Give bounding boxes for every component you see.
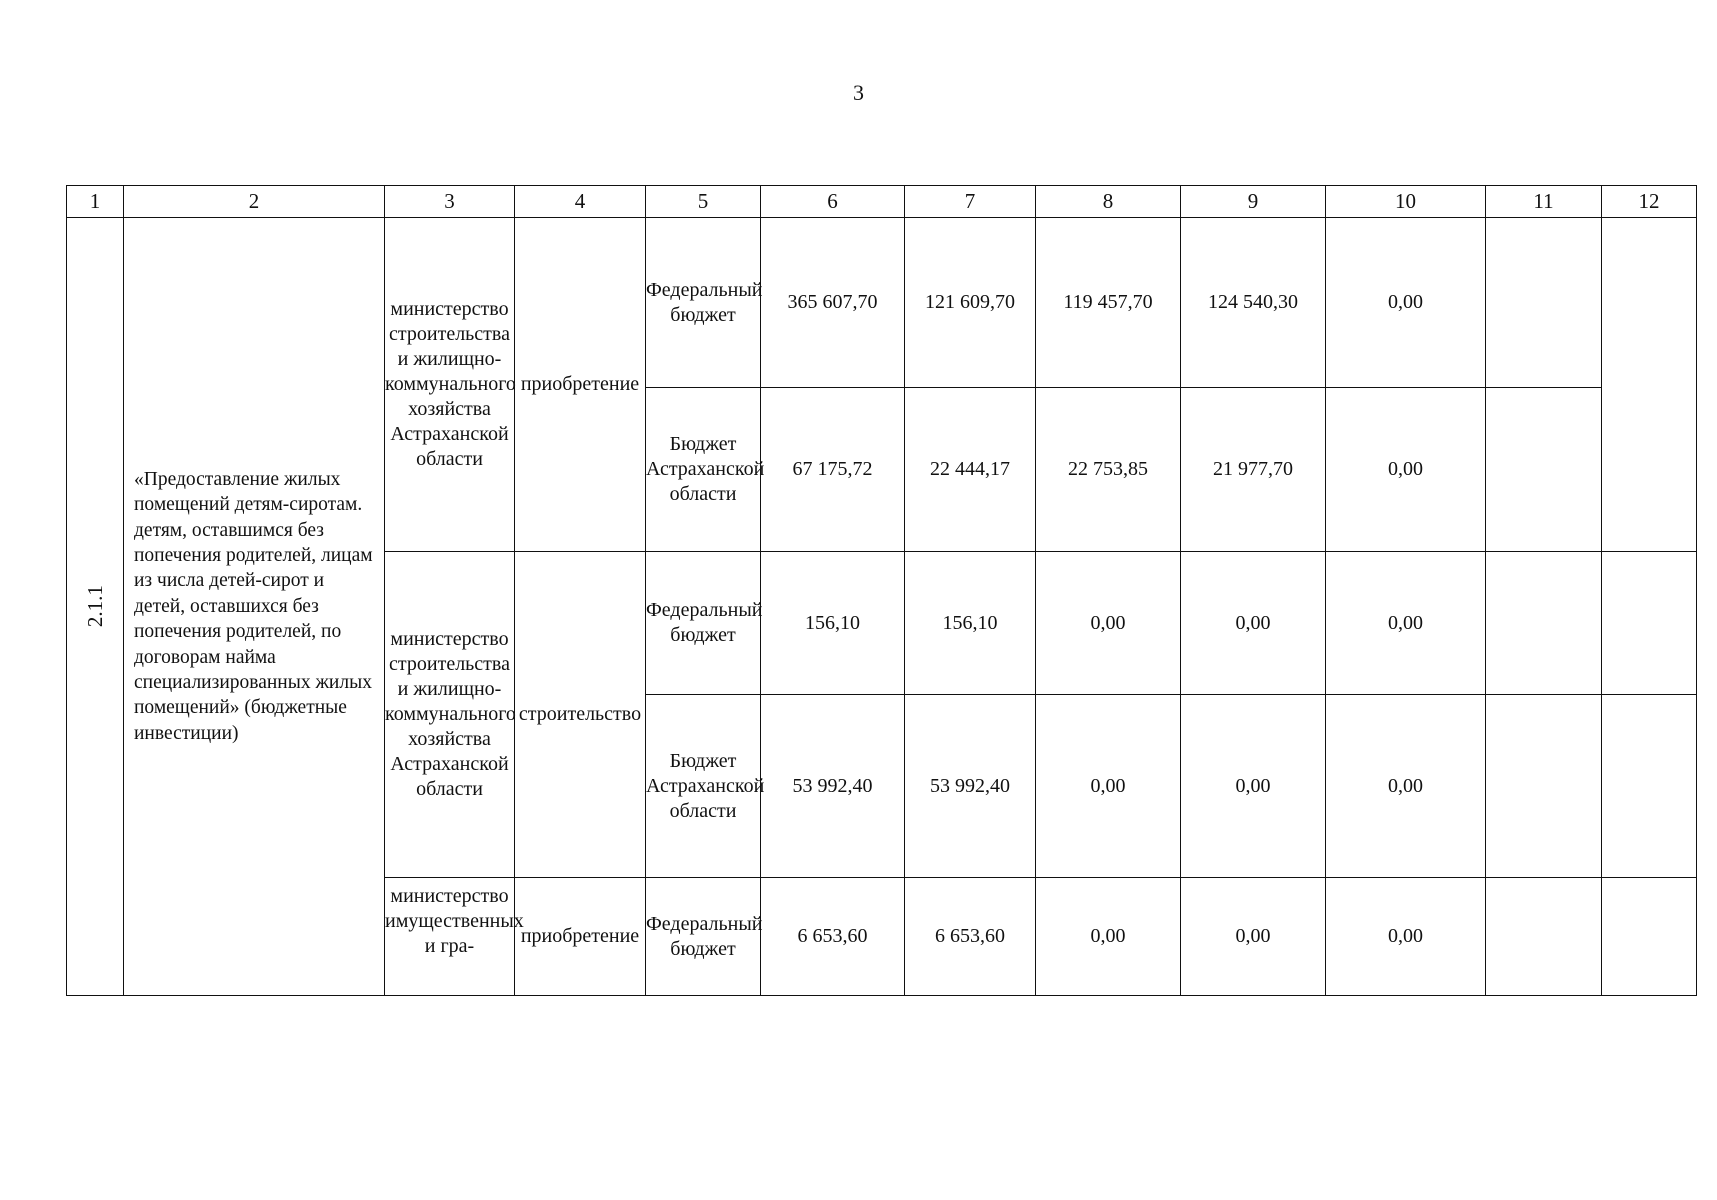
column-header: 5 [646,186,761,218]
column-header: 8 [1036,186,1181,218]
value-cell: 156,10 [905,552,1036,695]
value-cell: 0,00 [1181,552,1326,695]
value-cell: 0,00 [1036,695,1181,878]
value-cell: 22 753,85 [1036,388,1181,552]
column-header: 6 [761,186,905,218]
value-cell: 53 992,40 [761,695,905,878]
value-cell: 121 609,70 [905,218,1036,388]
table-row [67,218,1697,388]
value-cell: 0,00 [1181,878,1326,996]
empty-cell [1486,218,1602,388]
empty-cell [1486,388,1602,552]
value-cell: 0,00 [1036,552,1181,695]
empty-cell [1602,218,1697,552]
header-row [67,186,1697,218]
kind-cell: приобретение [515,878,646,996]
empty-cell [1486,695,1602,878]
source-cell: Бюджет Астраханской области [646,695,761,878]
kind-cell: строительство [515,552,646,878]
empty-cell [1486,878,1602,996]
source-cell: Федеральный бюджет [646,218,761,388]
value-cell: 53 992,40 [905,695,1036,878]
executor-cell: министерство имущественных и гра- [385,878,515,996]
page-number: 3 [853,80,864,105]
column-header: 11 [1486,186,1602,218]
source-cell: Федеральный бюджет [646,552,761,695]
column-header: 9 [1181,186,1326,218]
value-cell: 0,00 [1036,878,1181,996]
value-cell: 0,00 [1326,695,1486,878]
value-cell: 119 457,70 [1036,218,1181,388]
value-cell: 67 175,72 [761,388,905,552]
value-cell: 156,10 [761,552,905,695]
value-cell: 22 444,17 [905,388,1036,552]
column-header: 10 [1326,186,1486,218]
executor-cell: министерство строительства и жилищно-коммунального хозяйства Астраханской области [385,552,515,878]
value-cell: 0,00 [1181,695,1326,878]
column-header: 3 [385,186,515,218]
description-cell: «Предоставление жилых помещений детям-сиротам. детям, оставшимся без попечения родителей, лицам из числа детей-сирот и детей, оставшихся без попечения родителей, по договорам найма специализированных жилых помещений» (бюджетные инвестиции) [124,218,385,996]
empty-cell [1602,878,1697,996]
value-cell: 365 607,70 [761,218,905,388]
value-cell: 0,00 [1326,218,1486,388]
row-number: 2.1.1 [82,585,107,628]
column-header: 1 [67,186,124,218]
empty-cell [1602,695,1697,878]
column-header: 7 [905,186,1036,218]
value-cell: 0,00 [1326,388,1486,552]
empty-cell [1602,552,1697,695]
source-cell: Федеральный бюджет [646,878,761,996]
value-cell: 6 653,60 [905,878,1036,996]
column-header: 4 [515,186,646,218]
kind-cell: приобретение [515,218,646,552]
empty-cell [1486,552,1602,695]
value-cell: 21 977,70 [1181,388,1326,552]
source-cell: Бюджет Астраханской области [646,388,761,552]
value-cell: 6 653,60 [761,878,905,996]
column-header: 12 [1602,186,1697,218]
budget-table [66,185,1697,996]
row-number-cell [67,218,124,996]
value-cell: 0,00 [1326,552,1486,695]
value-cell: 124 540,30 [1181,218,1326,388]
executor-cell: министерство строительства и жилищно-коммунального хозяйства Астраханской области [385,218,515,552]
value-cell: 0,00 [1326,878,1486,996]
column-header: 2 [124,186,385,218]
